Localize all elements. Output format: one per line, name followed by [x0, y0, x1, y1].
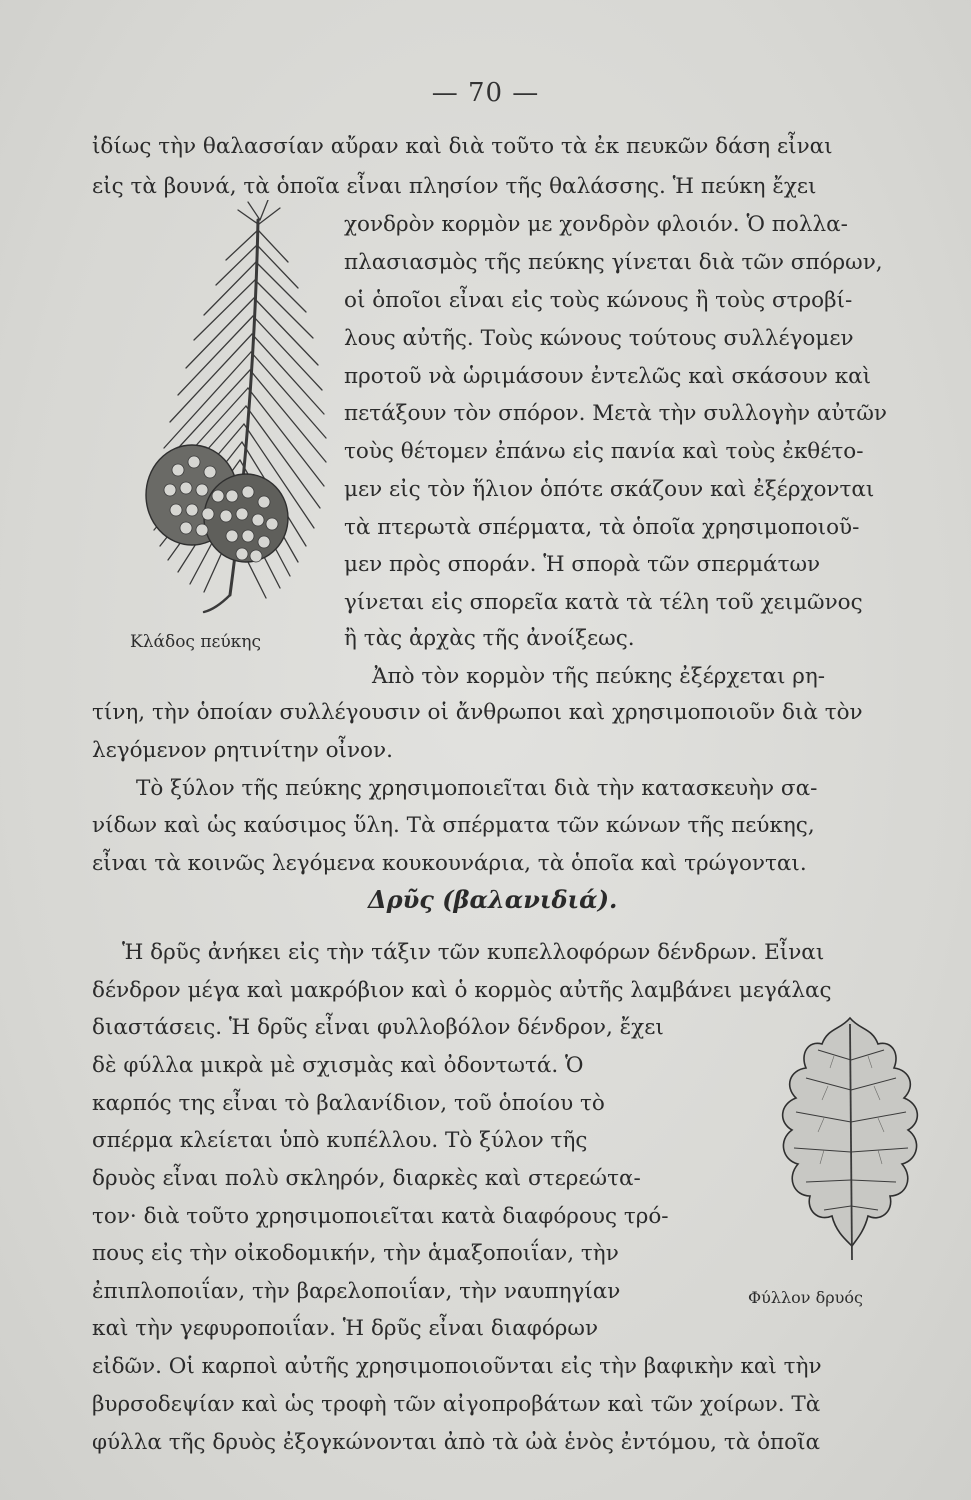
text-line: εἶναι τὰ κοινῶς λεγόμενα κουκουνάρια, τὰ ὁποῖα καὶ τρώγονται.: [92, 851, 807, 876]
text-line: προτοῦ νὰ ὡριμάσουν ἐντελῶς καὶ σκάσουν καὶ: [344, 364, 872, 389]
text-line: καὶ τὴν γεφυροποιΐαν. Ἡ δρῦς εἶναι διαφόρων: [92, 1316, 599, 1341]
text-line: Τὸ ξύλον τῆς πεύκης χρησιμοποιεῖται διὰ τὴν κατασκευὴν σα-: [136, 776, 818, 801]
text-line: ἢ τὰς ἀρχὰς τῆς ἀνοίξεως.: [344, 626, 635, 651]
text-line: Ἀπὸ τὸν κορμὸν τῆς πεύκης ἐξέρχεται ρη-: [372, 664, 825, 689]
text-line: οἱ ὁποῖοι εἶναι εἰς τοὺς κώνους ἢ τοὺς στροβί-: [344, 288, 853, 313]
text-line: τον· διὰ τοῦτο χρησιμοποιεῖται κατὰ διαφόρους τρό-: [92, 1204, 669, 1229]
text-line: φύλλα τῆς δρυὸς ἐξογκώνονται ἀπὸ τὰ ὠὰ ἑνὸς ἐντόμου, τὰ ὁποῖα: [92, 1430, 821, 1455]
text-line: πετάξουν τὸν σπόρον. Μετὰ τὴν συλλογὴν αὐτῶν: [344, 401, 888, 426]
text-line: πλασιασμὸς τῆς πεύκης γίνεται διὰ τῶν σπόρων,: [344, 250, 883, 275]
text-line: δένδρον μέγα καὶ μακρόβιον καὶ ὁ κορμὸς αὐτῆς λαμβάνει μεγάλας: [92, 978, 832, 1003]
text-line: μεν πρὸς σποράν. Ἡ σπορὰ τῶν σπερμάτων: [344, 552, 821, 577]
oak-caption: Φύλλον δρυός: [748, 1288, 863, 1307]
text-line: βυρσοδεψίαν καὶ ὡς τροφὴ τῶν αἰγοπροβάτων καὶ τῶν χοίρων. Τὰ: [92, 1392, 821, 1417]
pine-branch-illustration: [108, 200, 348, 620]
text-line: μεν εἰς τὸν ἥλιον ὁπότε σκάζουν καὶ ἐξέρχονται: [344, 477, 875, 502]
text-line: δρυὸς εἶναι πολὺ σκληρόν, διαρκὲς καὶ στερεώτα-: [92, 1166, 641, 1191]
text-line: τὰ πτερωτὰ σπέρματα, τὰ ὁποῖα χρησιμοποιοῦ-: [344, 515, 860, 540]
text-line: πους εἰς τὴν οἰκοδομικήν, τὴν ἁμαξοποιΐαν, τὴν: [92, 1241, 619, 1266]
text-line: εἰδῶν. Οἱ καρποὶ αὐτῆς χρησιμοποιοῦνται εἰς τὴν βαφικὴν καὶ τὴν: [92, 1354, 822, 1379]
text-line: δὲ φύλλα μικρὰ μὲ σχισμὰς καὶ ὀδοντωτά. Ὁ: [92, 1053, 584, 1078]
text-line: λεγόμενον ρητινίτην οἶνον.: [92, 738, 393, 763]
oak-leaf-illustration: [760, 1010, 940, 1270]
text-line: γίνεται εἰς σπορεῖα κατὰ τὰ τέλη τοῦ χειμῶνος: [344, 590, 863, 615]
text-line: ἐπιπλοποιΐαν, τὴν βαρελοποιΐαν, τὴν ναυπηγίαν: [92, 1279, 621, 1304]
pine-caption: Κλάδος πεύκης: [130, 632, 261, 652]
text-line: διαστάσεις. Ἡ δρῦς εἶναι φυλλοβόλον δένδρον, ἔχει: [92, 1015, 664, 1040]
page-number: — 70 —: [431, 78, 540, 108]
text-line: λους αὐτῆς. Τοὺς κώνους τούτους συλλέγομεν: [344, 326, 854, 351]
text-line: εἰς τὰ βουνά, τὰ ὁποῖα εἶναι πλησίον τῆς θαλάσσης. Ἡ πεύκη ἔχει: [92, 174, 817, 199]
text-line: Ἡ δρῦς ἀνήκει εἰς τὴν τάξιν τῶν κυπελλοφόρων δένδρων. Εἶναι: [122, 940, 825, 965]
section-heading: Δρῦς (βαλανιδιά).: [368, 885, 618, 914]
text-line: τίνη, τὴν ὁποίαν συλλέγουσιν οἱ ἄνθρωποι καὶ χρησιμοποιοῦν διὰ τὸν: [92, 700, 863, 725]
text-line: τοὺς θέτομεν ἐπάνω εἰς πανία καὶ τοὺς ἐκθέτο-: [344, 439, 864, 464]
text-line: καρπός της εἶναι τὸ βαλανίδιον, τοῦ ὁποίου τὸ: [92, 1091, 605, 1116]
text-line: χονδρὸν κορμὸν με χονδρὸν φλοιόν. Ὁ πολλα-: [344, 212, 848, 237]
text-line: ἰδίως τὴν θαλασσίαν αὔραν καὶ διὰ τοῦτο τὰ ἐκ πευκῶν δάση εἶναι: [92, 134, 833, 159]
text-line: νίδων καὶ ὡς καύσιμος ὕλη. Τὰ σπέρματα τῶν κώνων τῆς πεύκης,: [92, 813, 815, 838]
text-line: σπέρμα κλείεται ὑπὸ κυπέλλου. Τὸ ξύλον τῆς: [92, 1128, 588, 1153]
pine-cone-drawing: [146, 445, 288, 562]
